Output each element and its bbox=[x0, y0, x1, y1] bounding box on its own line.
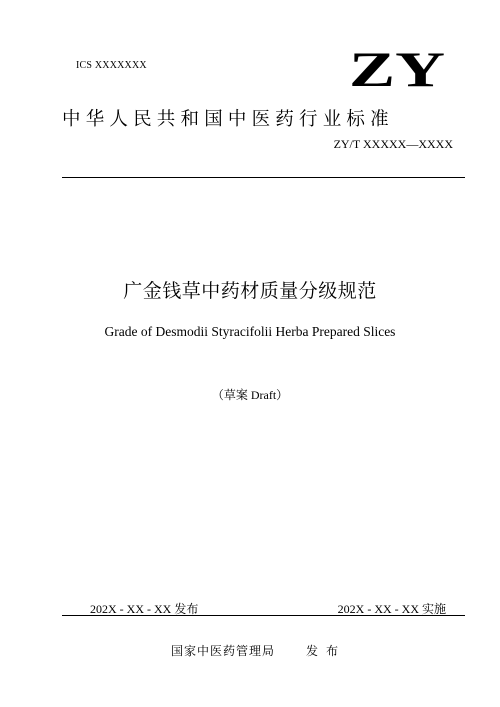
publish-date: 202X - XX - XX 发布 bbox=[90, 602, 199, 616]
draft-label: （草案 Draft） bbox=[211, 388, 289, 402]
issue-label: 发布 bbox=[306, 644, 347, 658]
document-title-english: Grade of Desmodii Styracifolii Herba Prepared Slices bbox=[104, 324, 396, 339]
ics-code: ICS XXXXXXX bbox=[76, 60, 147, 71]
svg-text:ZY: ZY bbox=[349, 46, 445, 90]
standard-number: ZY/T XXXXX—XXXX bbox=[333, 137, 453, 151]
issuing-authority: 国家中医药管理局 bbox=[171, 644, 276, 658]
header-divider bbox=[62, 177, 465, 178]
document-title-chinese: 广金钱草中药材质量分级规范 bbox=[123, 280, 377, 302]
footer-divider bbox=[62, 615, 465, 616]
organization-title: 中华人民共和国中医药行业标准 bbox=[62, 109, 394, 130]
zy-logo bbox=[348, 46, 446, 90]
implement-date: 202X - XX - XX 实施 bbox=[337, 602, 446, 616]
